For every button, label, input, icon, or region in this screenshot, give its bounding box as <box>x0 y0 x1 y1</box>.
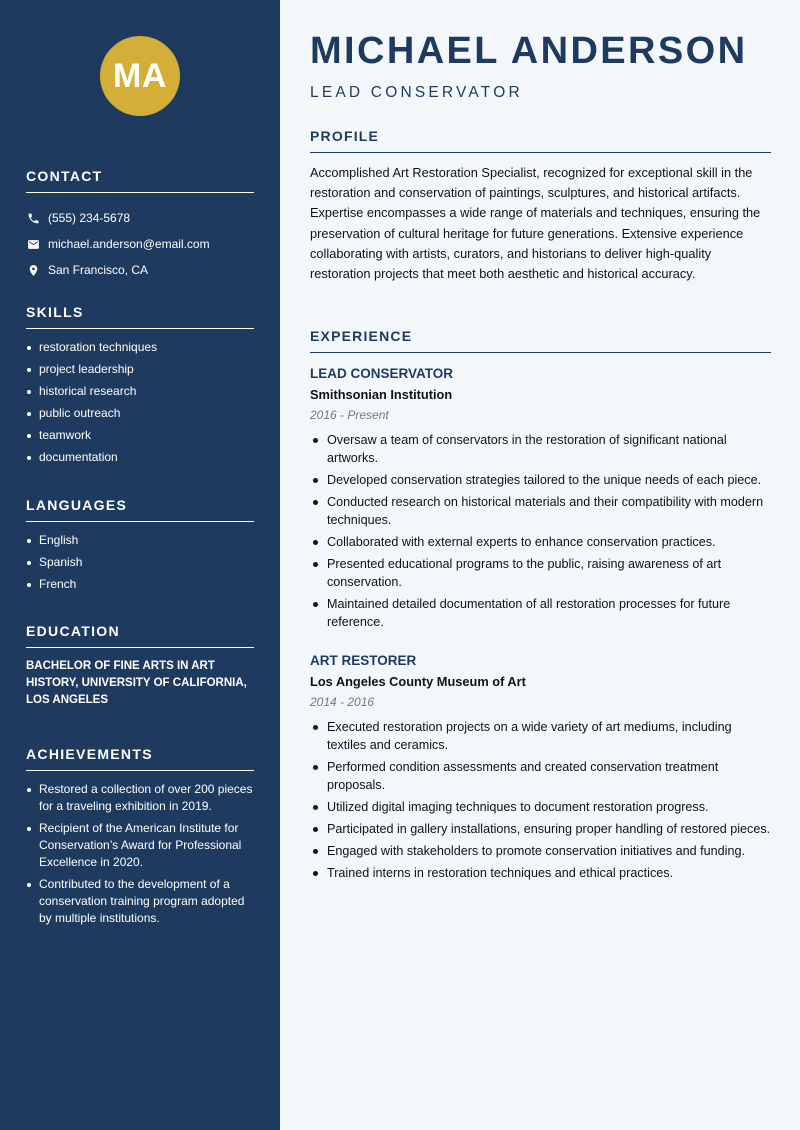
candidate-name: MICHAEL ANDERSON <box>310 30 748 72</box>
phone-text: (555) 234-5678 <box>48 211 131 225</box>
job-bullet: Trained interns in restoration techniques and ethical practices. <box>310 864 771 882</box>
achievements-heading: ACHIEVEMENTS <box>26 746 254 771</box>
job-company: Los Angeles County Museum of Art <box>310 674 526 689</box>
language-item: French <box>26 576 254 593</box>
job-company: Smithsonian Institution <box>310 387 453 402</box>
languages-list <box>26 532 254 593</box>
sidebar <box>0 0 280 1130</box>
job-bullet: Engaged with stakeholders to promote conservation initiatives and funding. <box>310 842 771 860</box>
avatar-initials: MA <box>100 36 180 116</box>
candidate-title: LEAD CONSERVATOR <box>310 84 523 101</box>
experience-heading: EXPERIENCE <box>310 328 771 353</box>
contact-section <box>26 168 254 283</box>
languages-section <box>26 497 254 598</box>
education-degree: BACHELOR OF FINE ARTS IN ART HISTORY, UNIVERSITY OF CALIFORNIA, LOS ANGELES <box>26 660 247 706</box>
contact-location <box>26 257 254 283</box>
achievement-item: Recipient of the American Institute for Conservation’s Award for Professional Excellence in 2020. <box>26 820 254 871</box>
job-bullet: Utilized digital imaging techniques to document restoration progress. <box>310 798 771 816</box>
job-title: LEAD CONSERVATOR <box>310 366 454 381</box>
job-bullet: Executed restoration projects on a wide variety of art mediums, including textiles and ceramics. <box>310 718 771 754</box>
job-bullet: Maintained detailed documentation of all restoration processes for future reference. <box>310 595 771 631</box>
achievements-section <box>26 746 254 932</box>
email-icon <box>26 237 40 251</box>
skills-heading: SKILLS <box>26 304 254 329</box>
language-item: English <box>26 532 254 549</box>
job-bullet: Presented educational programs to the public, raising awareness of art conservation. <box>310 555 771 591</box>
job-bullet: Oversaw a team of conservators in the restoration of significant national artworks. <box>310 431 771 467</box>
education-section <box>26 623 254 709</box>
job-bullet: Conducted research on historical materials and their compatibility with modern techniques. <box>310 493 771 529</box>
job-bullets <box>310 431 771 631</box>
experience-section <box>310 328 771 353</box>
contact-heading: CONTACT <box>26 168 254 193</box>
languages-heading: LANGUAGES <box>26 497 254 522</box>
skills-section <box>26 304 254 471</box>
skill-item: restoration techniques <box>26 339 254 356</box>
job-bullet: Performed condition assessments and created conservation treatment proposals. <box>310 758 771 794</box>
skill-item: historical research <box>26 383 254 400</box>
skills-list <box>26 339 254 466</box>
job-dates: 2014 - 2016 <box>310 695 375 709</box>
profile-heading: PROFILE <box>310 128 771 153</box>
phone-icon <box>26 211 40 225</box>
contact-email <box>26 231 254 257</box>
job-entry <box>310 366 771 635</box>
location-text: San Francisco, CA <box>48 263 149 277</box>
skill-item: documentation <box>26 449 254 466</box>
job-bullets <box>310 718 771 882</box>
language-item: Spanish <box>26 554 254 571</box>
job-bullet: Participated in gallery installations, ensuring proper handling of restored pieces. <box>310 820 771 838</box>
education-heading: EDUCATION <box>26 623 254 648</box>
achievements-list <box>26 781 254 927</box>
skill-item: teamwork <box>26 427 254 444</box>
achievement-item: Restored a collection of over 200 pieces for a traveling exhibition in 2019. <box>26 781 254 815</box>
job-entry <box>310 653 771 886</box>
achievement-item: Contributed to the development of a conservation training program adopted by multiple institutions. <box>26 876 254 927</box>
job-bullet: Collaborated with external experts to enhance conservation practices. <box>310 533 771 551</box>
job-bullet: Developed conservation strategies tailored to the unique needs of each piece. <box>310 471 771 489</box>
job-title: ART RESTORER <box>310 653 417 668</box>
contact-phone <box>26 205 254 231</box>
location-pin-icon <box>26 263 40 277</box>
job-dates: 2016 - Present <box>310 408 389 422</box>
skill-item: public outreach <box>26 405 254 422</box>
email-text: michael.anderson@email.com <box>48 237 210 251</box>
skill-item: project leadership <box>26 361 254 378</box>
profile-text: Accomplished Art Restoration Specialist, recognized for exceptional skill in the restoration and conservation of paintings, sculptures, and historical artifacts. Expertise encompasses a wide range of materials and techniques, ensuring the preservation of cultural heritage for future generations. Extensive experience collaborating with artists, curators, and historians to deliver high-quality restoration projects that meet both aesthetic and historical accuracy. <box>310 165 761 282</box>
profile-section <box>310 128 771 284</box>
